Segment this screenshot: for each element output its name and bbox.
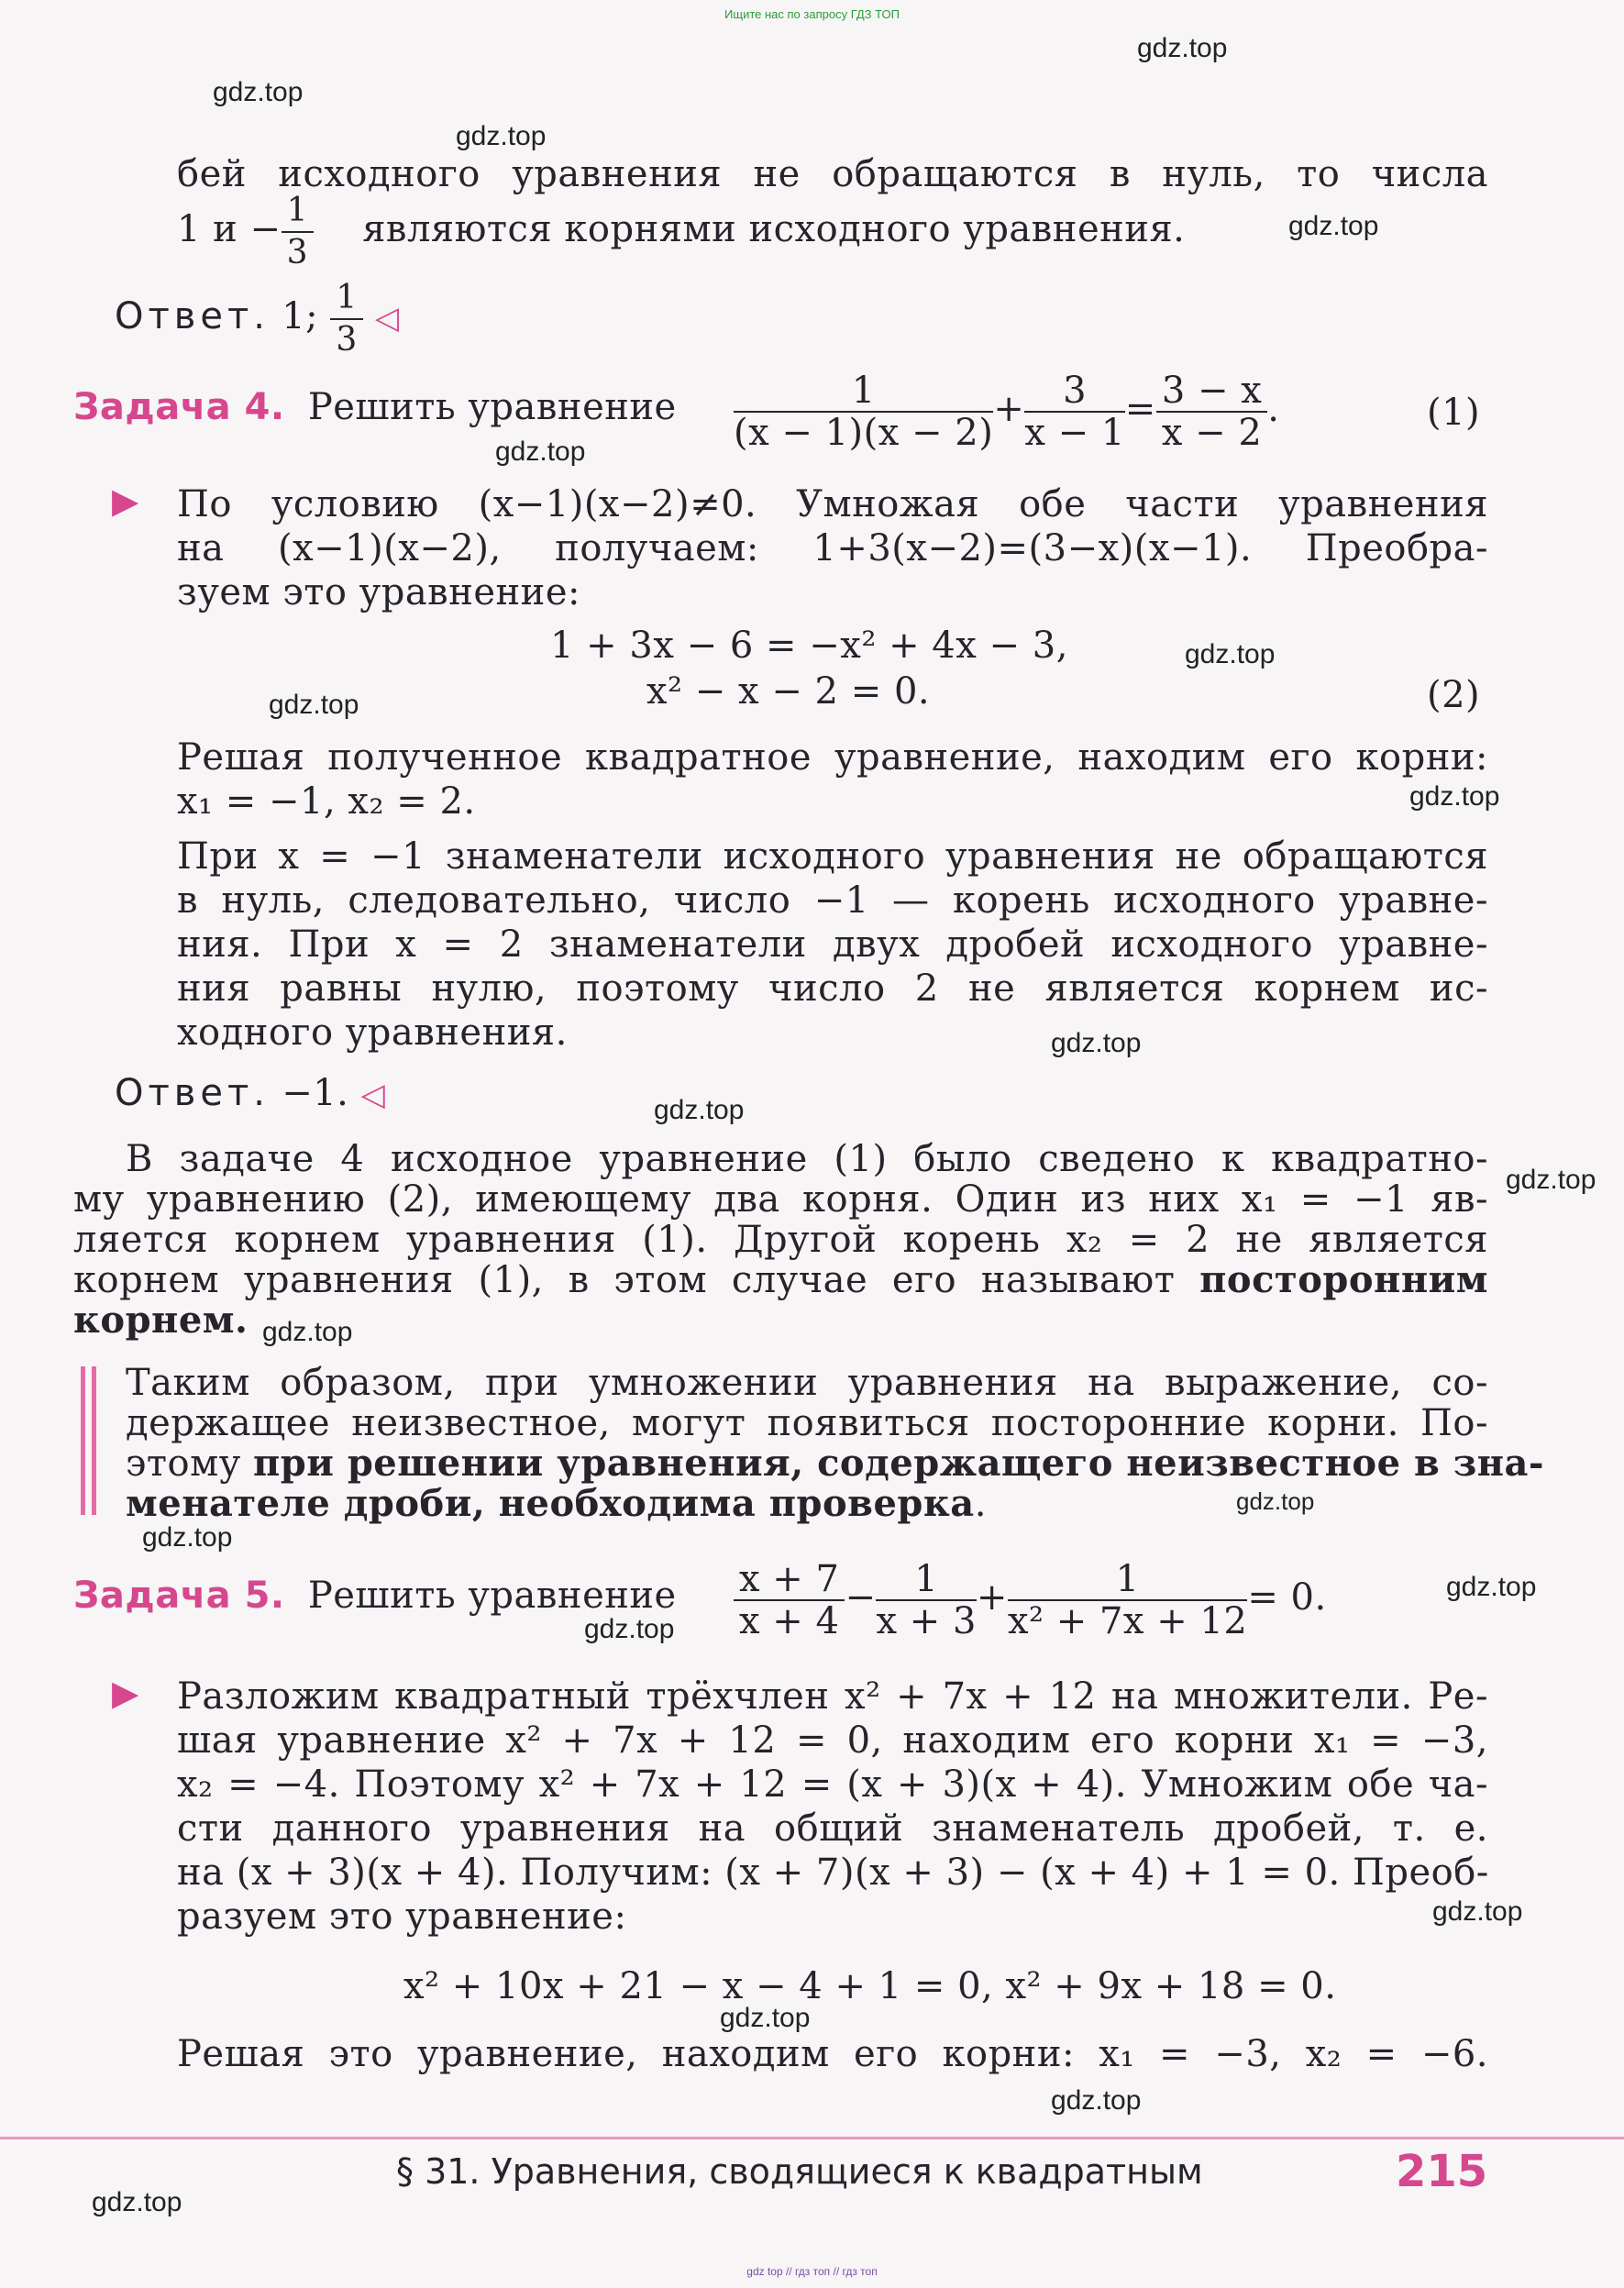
commentary-line: му уравнению (2), имеющему два корня. Один из них x₁ = −1 яв- bbox=[73, 1178, 1488, 1221]
solution-marker-icon: ▶ bbox=[112, 1673, 139, 1713]
watermark: gdz.top bbox=[269, 690, 359, 720]
watermark: gdz.top bbox=[1137, 33, 1228, 63]
task5-equation: $\frac{x + 7}{x + 4}$ − $\frac{1}{x + 3}$ + $\frac{1}{\text{x² + 7x + 12}}$ = 0. bbox=[734, 1559, 1327, 1641]
watermark: gdz.top bbox=[654, 1095, 745, 1125]
commentary-line: ляется корнем уравнения (1). Другой корень x₂ = 2 не является bbox=[73, 1219, 1488, 1261]
solution-line: сти данного уравнения на общий знаменатель дробей, т. е. bbox=[177, 1807, 1488, 1850]
watermark: gdz.top bbox=[1506, 1165, 1596, 1195]
rule-line: Таким образом, при умножении уравнения на выражение, со- bbox=[126, 1362, 1488, 1404]
math-line: x² + 10x + 21 − x − 4 + 1 = 0, x² + 9x + 18 = 0. bbox=[403, 1965, 1337, 2007]
emphasis: при решении уравнения, содержащего неизвестное в зна- bbox=[252, 1442, 1545, 1485]
bottom-banner: gdz top // гдз топ // гдз топ bbox=[746, 2265, 878, 2278]
solution-line: ния равны нулю, поэтому число 2 не является корнем ис- bbox=[177, 967, 1488, 1010]
watermark: gdz.top bbox=[1288, 211, 1379, 241]
solution-line: Решая это уравнение, находим его корни: x₁ = −3, x₂ = −6. bbox=[177, 2033, 1488, 2075]
fraction: $\frac{1}{(x - 1)(x - 2)}$ bbox=[734, 370, 994, 454]
task4-equation: $\frac{1}{(x - 1)(x - 2)}$ + $\frac{3}{x - 1}$ = $\frac{3 - x}{x - 2}$ . bbox=[734, 370, 1280, 454]
end-solution-icon: ◁ bbox=[360, 1077, 386, 1113]
rule-bar bbox=[81, 1366, 85, 1515]
solution-line: x₁ = −1, x₂ = 2. bbox=[177, 780, 476, 823]
fraction: $\frac{1}{x + 3}$ bbox=[876, 1558, 977, 1642]
watermark: gdz.top bbox=[1236, 1487, 1315, 1515]
top-banner: Ищите нас по запросу ГДЗ ТОП bbox=[724, 7, 900, 21]
commentary-line: корнем. bbox=[73, 1299, 249, 1342]
footer-title: § 31. Уравнения, сводящиеся к квадратным bbox=[396, 2151, 1203, 2192]
rule-line: держащее неизвестное, могут появиться посторонние корни. По- bbox=[126, 1402, 1488, 1444]
task-label: Задача 5. bbox=[73, 1575, 285, 1617]
rule-line: этому при решении уравнения, содержащего неизвестное в зна- bbox=[126, 1442, 1545, 1485]
watermark: gdz.top bbox=[584, 1614, 675, 1644]
commentary-line: В задаче 4 исходное уравнение (1) было сведено к квадратно- bbox=[126, 1138, 1488, 1180]
answer-label: Ответ. bbox=[115, 1072, 270, 1114]
fraction: $\frac{3 - x}{x - 2}$ bbox=[1156, 370, 1267, 453]
fraction: $\frac{x + 7}{x + 4}$ bbox=[734, 1559, 845, 1641]
rule-bar bbox=[92, 1366, 96, 1515]
watermark: gdz.top bbox=[1409, 781, 1500, 812]
emphasis: менателе дроби, необходима проверка bbox=[126, 1482, 975, 1525]
page-number: 215 bbox=[1396, 2146, 1488, 2197]
intro-line: бей исходного уравнения не обращаются в нуль, то числа bbox=[177, 153, 1488, 195]
solution-line: ходного уравнения. bbox=[177, 1011, 568, 1054]
watermark: gdz.top bbox=[142, 1522, 233, 1553]
equation-number: (2) bbox=[1427, 674, 1481, 716]
math-line: x² − x − 2 = 0. bbox=[646, 670, 931, 713]
solution-line: в нуль, следовательно, число −1 — корень исходного уравне- bbox=[177, 879, 1488, 922]
solution-marker-icon: ▶ bbox=[112, 481, 139, 521]
commentary-line: корнем уравнения (1), в этом случае его называют посторонним bbox=[73, 1258, 1489, 1301]
intro-answer: Ответ. 1; $\frac{1}{3}$ ◁ bbox=[115, 279, 400, 359]
watermark: gdz.top bbox=[1051, 2085, 1142, 2116]
watermark: gdz.top bbox=[1051, 1028, 1142, 1058]
task4-answer: Ответ. −1. ◁ bbox=[115, 1072, 386, 1114]
watermark: gdz.top bbox=[1185, 639, 1276, 669]
math-line: 1 + 3x − 6 = −x² + 4x − 3, bbox=[550, 625, 1068, 667]
fraction: $\frac{3}{x - 1}$ bbox=[1024, 370, 1125, 454]
solution-line: Разложим квадратный трёхчлен x² + 7x + 12 на множители. Ре- bbox=[177, 1675, 1488, 1718]
solution-line: ния. При x = 2 знаменатели двух дробей исходного уравне- bbox=[177, 923, 1488, 966]
answer-label: Ответ. bbox=[115, 295, 270, 337]
fraction: $\frac{1}{\text{x² + 7x + 12}}$ bbox=[1007, 1558, 1248, 1642]
solution-line: разуем это уравнение: bbox=[177, 1896, 627, 1938]
equation-number: (1) bbox=[1427, 392, 1481, 434]
end-solution-icon: ◁ bbox=[374, 300, 400, 337]
fraction: $\frac{1}{3}$ bbox=[282, 191, 314, 273]
solution-line: шая уравнение x² + 7x + 12 = 0, находим его корни x₁ = −3, bbox=[177, 1719, 1488, 1762]
watermark: gdz.top bbox=[1432, 1896, 1523, 1927]
solution-line: на (x + 3)(x + 4). Получим: (x + 7)(x + 3) − (x + 4) + 1 = 0. Преоб- bbox=[177, 1851, 1489, 1894]
fraction: $\frac{1}{3}$ bbox=[330, 278, 362, 360]
solution-line: При x = −1 знаменатели исходного уравнения не обращаются bbox=[177, 835, 1488, 878]
solution-line: зуем это уравнение: bbox=[177, 571, 580, 613]
intro-line: 1 и − $\frac{1}{3}$ являются корнями исходного уравнения. bbox=[177, 192, 1186, 271]
solution-line: x₂ = −4. Поэтому x² + 7x + 12 = (x + 3)(x + 4). Умножим обе ча- bbox=[177, 1763, 1488, 1806]
solution-line: По условию (x−1)(x−2)≠0. Умножая обе части уравнения bbox=[177, 483, 1488, 525]
task5-heading: Задача 5. Решить уравнение bbox=[73, 1575, 677, 1617]
solution-line: на (x−1)(x−2), получаем: 1+3(x−2)=(3−x)(x−1). Преобра- bbox=[177, 527, 1488, 569]
emphasis: посторонним bbox=[1199, 1258, 1489, 1301]
watermark: gdz.top bbox=[92, 2187, 182, 2217]
task-label: Задача 4. bbox=[73, 386, 285, 428]
watermark: gdz.top bbox=[495, 437, 586, 467]
task4-heading: Задача 4. Решить уравнение bbox=[73, 386, 677, 428]
rule-line: менателе дроби, необходима проверка. bbox=[126, 1482, 987, 1525]
solution-line: Решая полученное квадратное уравнение, находим его корни: bbox=[177, 736, 1488, 779]
watermark: gdz.top bbox=[262, 1317, 353, 1347]
footer-rule bbox=[0, 2137, 1624, 2139]
watermark: gdz.top bbox=[213, 77, 304, 107]
watermark: gdz.top bbox=[720, 2003, 811, 2033]
watermark: gdz.top bbox=[456, 121, 547, 151]
watermark: gdz.top bbox=[1446, 1572, 1537, 1602]
